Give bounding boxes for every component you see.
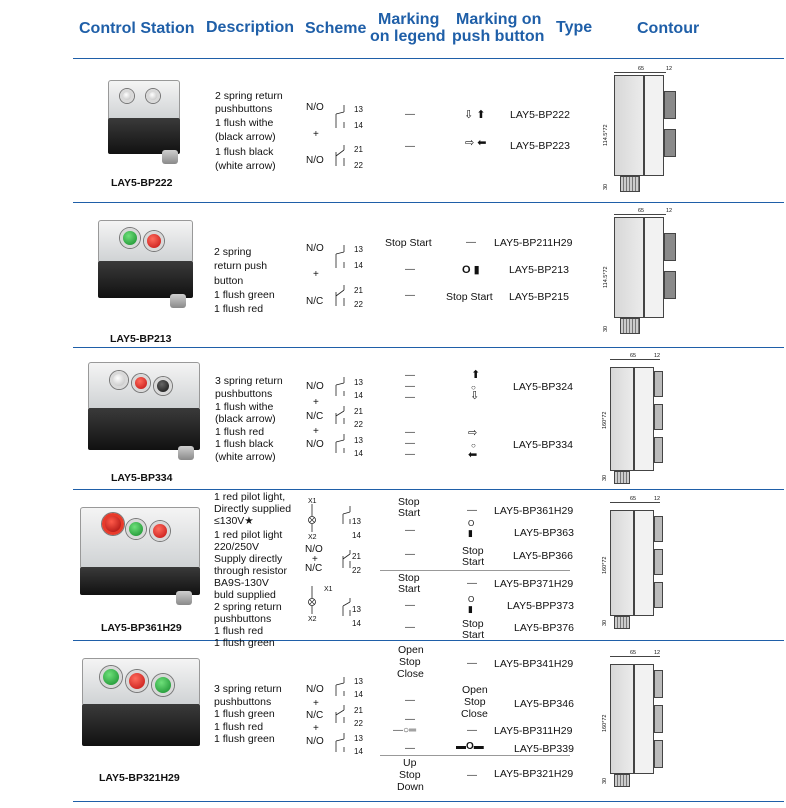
terminal-number: 13 xyxy=(354,436,363,445)
plus-sign: + xyxy=(313,269,319,280)
arrow-down-icon: ⇩ xyxy=(470,390,480,402)
type-code: LAY5-BP371H29 xyxy=(494,578,574,590)
type-code: LAY5-BP222 xyxy=(510,109,570,121)
product-model-label: LAY5-BP321H29 xyxy=(99,772,180,784)
button-marking: — xyxy=(467,725,477,736)
legend-marking: — xyxy=(405,141,415,152)
contact-type: N/O xyxy=(306,155,324,166)
description-line: 1 flush green xyxy=(214,637,275,649)
legend-marking: — xyxy=(405,743,415,754)
description-line: return push xyxy=(214,260,268,272)
description-line: button xyxy=(214,275,244,287)
dimension-label: 30 xyxy=(602,777,608,784)
row-divider xyxy=(73,347,784,348)
legend-marking: — xyxy=(405,600,415,611)
dimension-label: 114.5*72 xyxy=(603,266,609,288)
plus-sign: + xyxy=(313,397,319,408)
arrow-right-icon: ⇨ xyxy=(468,427,478,439)
terminal-number: 14 xyxy=(352,619,361,628)
terminal-number: 22 xyxy=(354,161,363,170)
contact-type: N/O xyxy=(306,102,324,113)
button-marking: ▮ xyxy=(468,604,473,614)
dimension-label: 160*72 xyxy=(602,714,608,732)
contact-symbol xyxy=(332,100,352,170)
legend-marking: —○═ xyxy=(393,725,417,736)
button-marking: Open xyxy=(462,684,488,696)
terminal-number: 22 xyxy=(354,719,363,728)
terminal-number: 21 xyxy=(354,706,363,715)
terminal-number: 14 xyxy=(354,261,363,270)
contour-drawing xyxy=(600,496,680,632)
description-line: 3 spring return xyxy=(214,683,282,695)
description-line: pushbuttons xyxy=(215,388,273,400)
contact-type: N/O xyxy=(306,439,324,450)
legend-marking: — xyxy=(405,525,415,536)
description-line: buld supplied xyxy=(214,589,276,601)
legend-marking: Stop Start xyxy=(385,237,432,249)
contact-type: N/O xyxy=(306,243,324,254)
description-line: BA9S-130V xyxy=(214,577,269,589)
button-marking: Stop xyxy=(462,545,484,557)
legend-marking: Stop xyxy=(399,769,421,781)
terminal-number: 21 xyxy=(354,286,363,295)
terminal-number: 13 xyxy=(352,517,361,526)
legend-marking: Stop xyxy=(399,656,421,668)
row-divider xyxy=(73,640,784,641)
description-line: (white arrow) xyxy=(215,160,276,172)
description-line: 3 spring return xyxy=(215,375,283,387)
description-line: Supply directly xyxy=(214,553,283,565)
description-line: 1 flush green xyxy=(214,289,275,301)
description-line: 1 red pilot light, xyxy=(214,491,286,503)
dimension-label: 12 xyxy=(666,66,673,72)
legend-marking: Start xyxy=(398,583,421,595)
terminal-number: 21 xyxy=(354,407,363,416)
description-line: 1 flush green xyxy=(214,733,275,745)
dimension-label: 65 xyxy=(630,496,637,502)
dimension-label: 65 xyxy=(638,66,645,72)
type-code: LAY5-BP215 xyxy=(509,291,569,303)
terminal-number: 13 xyxy=(354,677,363,686)
type-code: LAY5-BP213 xyxy=(509,264,569,276)
legend-marking: — xyxy=(405,622,415,633)
button-marking: — xyxy=(467,578,477,589)
type-code: LAY5-BP341H29 xyxy=(494,658,574,670)
row-divider xyxy=(73,801,784,802)
terminal-number: 13 xyxy=(354,245,363,254)
contour-drawing xyxy=(600,650,680,790)
terminal-number: 14 xyxy=(354,747,363,756)
description-line: 1 red pilot light xyxy=(214,529,283,541)
dimension-label: 114.5*72 xyxy=(603,124,609,146)
plus-sign: + xyxy=(313,698,319,709)
button-marking: Close xyxy=(461,708,488,720)
plus-sign: + xyxy=(313,723,319,734)
terminal-number: 14 xyxy=(354,391,363,400)
description-line: 2 spring return xyxy=(214,601,282,613)
product-photo xyxy=(82,658,200,746)
terminal-number: 14 xyxy=(352,531,361,540)
type-code: LAY5-BP211H29 xyxy=(494,237,573,249)
terminal-label: X1 xyxy=(308,498,317,505)
legend-marking: — xyxy=(405,449,415,460)
arrow-up-icon: ⬆ xyxy=(471,369,481,381)
product-photo xyxy=(108,80,180,154)
button-marking: — xyxy=(467,505,477,516)
arrow-up-icon: ⇩ ⬆ xyxy=(464,109,486,121)
description-line: pushbuttons xyxy=(215,103,273,115)
type-code: LAY5-BP321H29 xyxy=(494,768,574,780)
description-line: pushbuttons xyxy=(214,696,272,708)
terminal-number: 13 xyxy=(354,378,363,387)
product-photo xyxy=(88,362,200,450)
terminal-label: X2 xyxy=(308,534,317,541)
contour-drawing xyxy=(600,208,680,338)
type-code: LAY5-BP334 xyxy=(513,439,573,451)
terminal-number: 14 xyxy=(354,690,363,699)
header-marking-button-2: push button xyxy=(452,28,545,45)
legend-marking: Up xyxy=(403,757,417,769)
description-line: 1 flush red xyxy=(214,721,264,733)
contour-drawing xyxy=(600,353,680,485)
terminal-number: 21 xyxy=(354,145,363,154)
legend-marking: — xyxy=(405,427,415,438)
description-line: 1 flush black xyxy=(215,146,274,158)
legend-marking: — xyxy=(405,549,415,560)
description-line: (black arrow) xyxy=(215,413,276,425)
description-line: 1 flush green xyxy=(214,708,275,720)
legend-marking: Start xyxy=(398,507,421,519)
button-marking: O ▮ xyxy=(462,264,480,276)
terminal-number: 13 xyxy=(354,105,363,114)
product-photo xyxy=(98,220,193,298)
type-code: LAY5-BP366 xyxy=(513,550,573,562)
legend-marking: Close xyxy=(397,668,424,680)
contact-type: N/C xyxy=(306,710,324,721)
dimension-label: 30 xyxy=(602,474,608,481)
legend-marking: — xyxy=(405,290,415,301)
plus-sign: + xyxy=(312,554,318,565)
contact-type: N/C xyxy=(305,563,323,574)
legend-marking: Down xyxy=(397,781,424,793)
contact-type: N/O xyxy=(306,736,324,747)
header-marking-legend-2: on legend xyxy=(370,28,446,45)
contour-drawing xyxy=(600,66,680,196)
button-marking: — xyxy=(467,658,477,669)
terminal-number: 21 xyxy=(352,552,361,561)
description-line: through resistor xyxy=(214,565,287,577)
product-model-label: LAY5-BP334 xyxy=(111,472,173,484)
contact-type: N/O xyxy=(305,544,323,555)
legend-marking: — xyxy=(405,370,415,381)
button-marking: O xyxy=(468,595,475,604)
terminal-number: 22 xyxy=(354,300,363,309)
dimension-label: 30 xyxy=(603,183,609,190)
contact-type: N/O xyxy=(306,381,324,392)
dimension-label: 160*72 xyxy=(602,411,608,429)
legend-marking: — xyxy=(405,714,415,725)
legend-marking: — xyxy=(405,381,415,392)
terminal-number: 13 xyxy=(352,605,361,614)
arrow-left-right-icon: ⇨ ⬅ xyxy=(465,137,487,149)
button-marking: Stop xyxy=(464,696,486,708)
terminal-label: X1 xyxy=(324,586,333,593)
button-marking: — xyxy=(466,237,476,248)
dimension-label: 12 xyxy=(654,353,661,359)
contact-type: N/C xyxy=(306,296,324,307)
dimension-label: 12 xyxy=(654,496,661,502)
button-marking: — xyxy=(467,770,477,781)
product-model-label: LAY5-BP213 xyxy=(110,333,172,345)
type-code: LAY5-BP339 xyxy=(514,743,574,755)
header-control-station: Control Station xyxy=(79,20,195,37)
arrow-left-icon: ⬅ xyxy=(468,449,478,461)
legend-marking: Open xyxy=(398,644,424,656)
legend-marking: — xyxy=(405,264,415,275)
pilot-icon: ○ xyxy=(471,441,476,450)
terminal-label: X2 xyxy=(308,616,317,623)
contact-symbol xyxy=(332,240,352,310)
type-code: LAY5-BP363 xyxy=(514,527,574,539)
legend-marking: — xyxy=(405,695,415,706)
type-code: LAY5-BP346 xyxy=(514,698,574,710)
plus-sign: + xyxy=(313,426,319,437)
row-divider xyxy=(73,489,784,490)
legend-marking: Stop xyxy=(398,572,420,584)
button-marking: Stop xyxy=(462,618,484,630)
dimension-label: 12 xyxy=(654,650,661,656)
legend-marking: — xyxy=(405,109,415,120)
description-line: 1 flush red xyxy=(214,625,264,637)
terminal-number: 14 xyxy=(354,449,363,458)
dimension-label: 160*72 xyxy=(602,556,608,574)
header-marking-legend-1: Marking xyxy=(378,11,440,28)
description-line: 2 spring return xyxy=(215,90,283,102)
button-marking: Start xyxy=(462,556,485,568)
terminal-number: 22 xyxy=(352,566,361,575)
plus-sign: + xyxy=(313,129,319,140)
dimension-label: 30 xyxy=(603,325,609,332)
type-code: LAY5-BP223 xyxy=(510,140,570,152)
legend-marking: Stop xyxy=(398,496,420,508)
description-line: 1 flush red xyxy=(214,303,264,315)
description-line: pushbuttons xyxy=(214,613,272,625)
pilot-icon: ○ xyxy=(471,383,476,392)
type-code: LAY5-BP324 xyxy=(513,381,573,393)
dimension-label: 65 xyxy=(638,208,645,214)
header-marking-button-1: Marking on xyxy=(456,11,542,28)
description-line: 2 spring xyxy=(214,246,252,258)
dimension-label: 12 xyxy=(666,208,673,214)
product-model-label: LAY5-BP222 xyxy=(111,177,173,189)
description-line: (black arrow) xyxy=(215,131,276,143)
contact-type: N/O xyxy=(306,684,324,695)
legend-marking: — xyxy=(405,438,415,449)
product-model-label: LAY5-BP361H29 xyxy=(101,622,182,634)
type-code: LAY5-BPP373 xyxy=(507,600,574,612)
legend-marking: — xyxy=(405,392,415,403)
button-marking: O xyxy=(468,519,475,528)
contact-symbol xyxy=(332,374,352,464)
button-marking: ▮ xyxy=(468,528,473,538)
header-contour: Contour xyxy=(637,20,700,37)
product-photo xyxy=(80,507,200,595)
description-line: ≤130V★ xyxy=(214,515,254,527)
dimension-label: 30 xyxy=(602,619,608,626)
dimension-label: 65 xyxy=(630,353,637,359)
button-marking: ▬O▬ xyxy=(456,741,484,752)
description-line: 1 flush withe xyxy=(215,117,274,129)
type-code: LAY5-BP311H29 xyxy=(494,725,573,737)
contact-symbol xyxy=(332,674,352,764)
group-divider xyxy=(380,570,570,571)
description-line: Directly supplied xyxy=(214,503,292,515)
terminal-number: 22 xyxy=(354,420,363,429)
header-type: Type xyxy=(556,19,593,36)
row-divider xyxy=(73,202,784,203)
type-code: LAY5-BP361H29 xyxy=(494,505,574,517)
header-scheme: Scheme xyxy=(305,20,367,37)
header-description: Description xyxy=(206,19,295,36)
terminal-number: 13 xyxy=(354,734,363,743)
description-line: 1 flush withe xyxy=(215,401,274,413)
description-line: 220/250V xyxy=(214,541,259,553)
button-marking: Stop Start xyxy=(446,291,493,303)
type-code: LAY5-BP376 xyxy=(514,622,574,634)
button-marking: Start xyxy=(462,629,485,641)
row-divider xyxy=(73,58,784,59)
description-line: 1 flush red xyxy=(215,426,265,438)
terminal-number: 14 xyxy=(354,121,363,130)
contact-type: N/C xyxy=(306,411,324,422)
dimension-label: 65 xyxy=(630,650,637,656)
description-line: (white arrow) xyxy=(215,451,276,463)
description-line: 1 flush black xyxy=(215,438,274,450)
